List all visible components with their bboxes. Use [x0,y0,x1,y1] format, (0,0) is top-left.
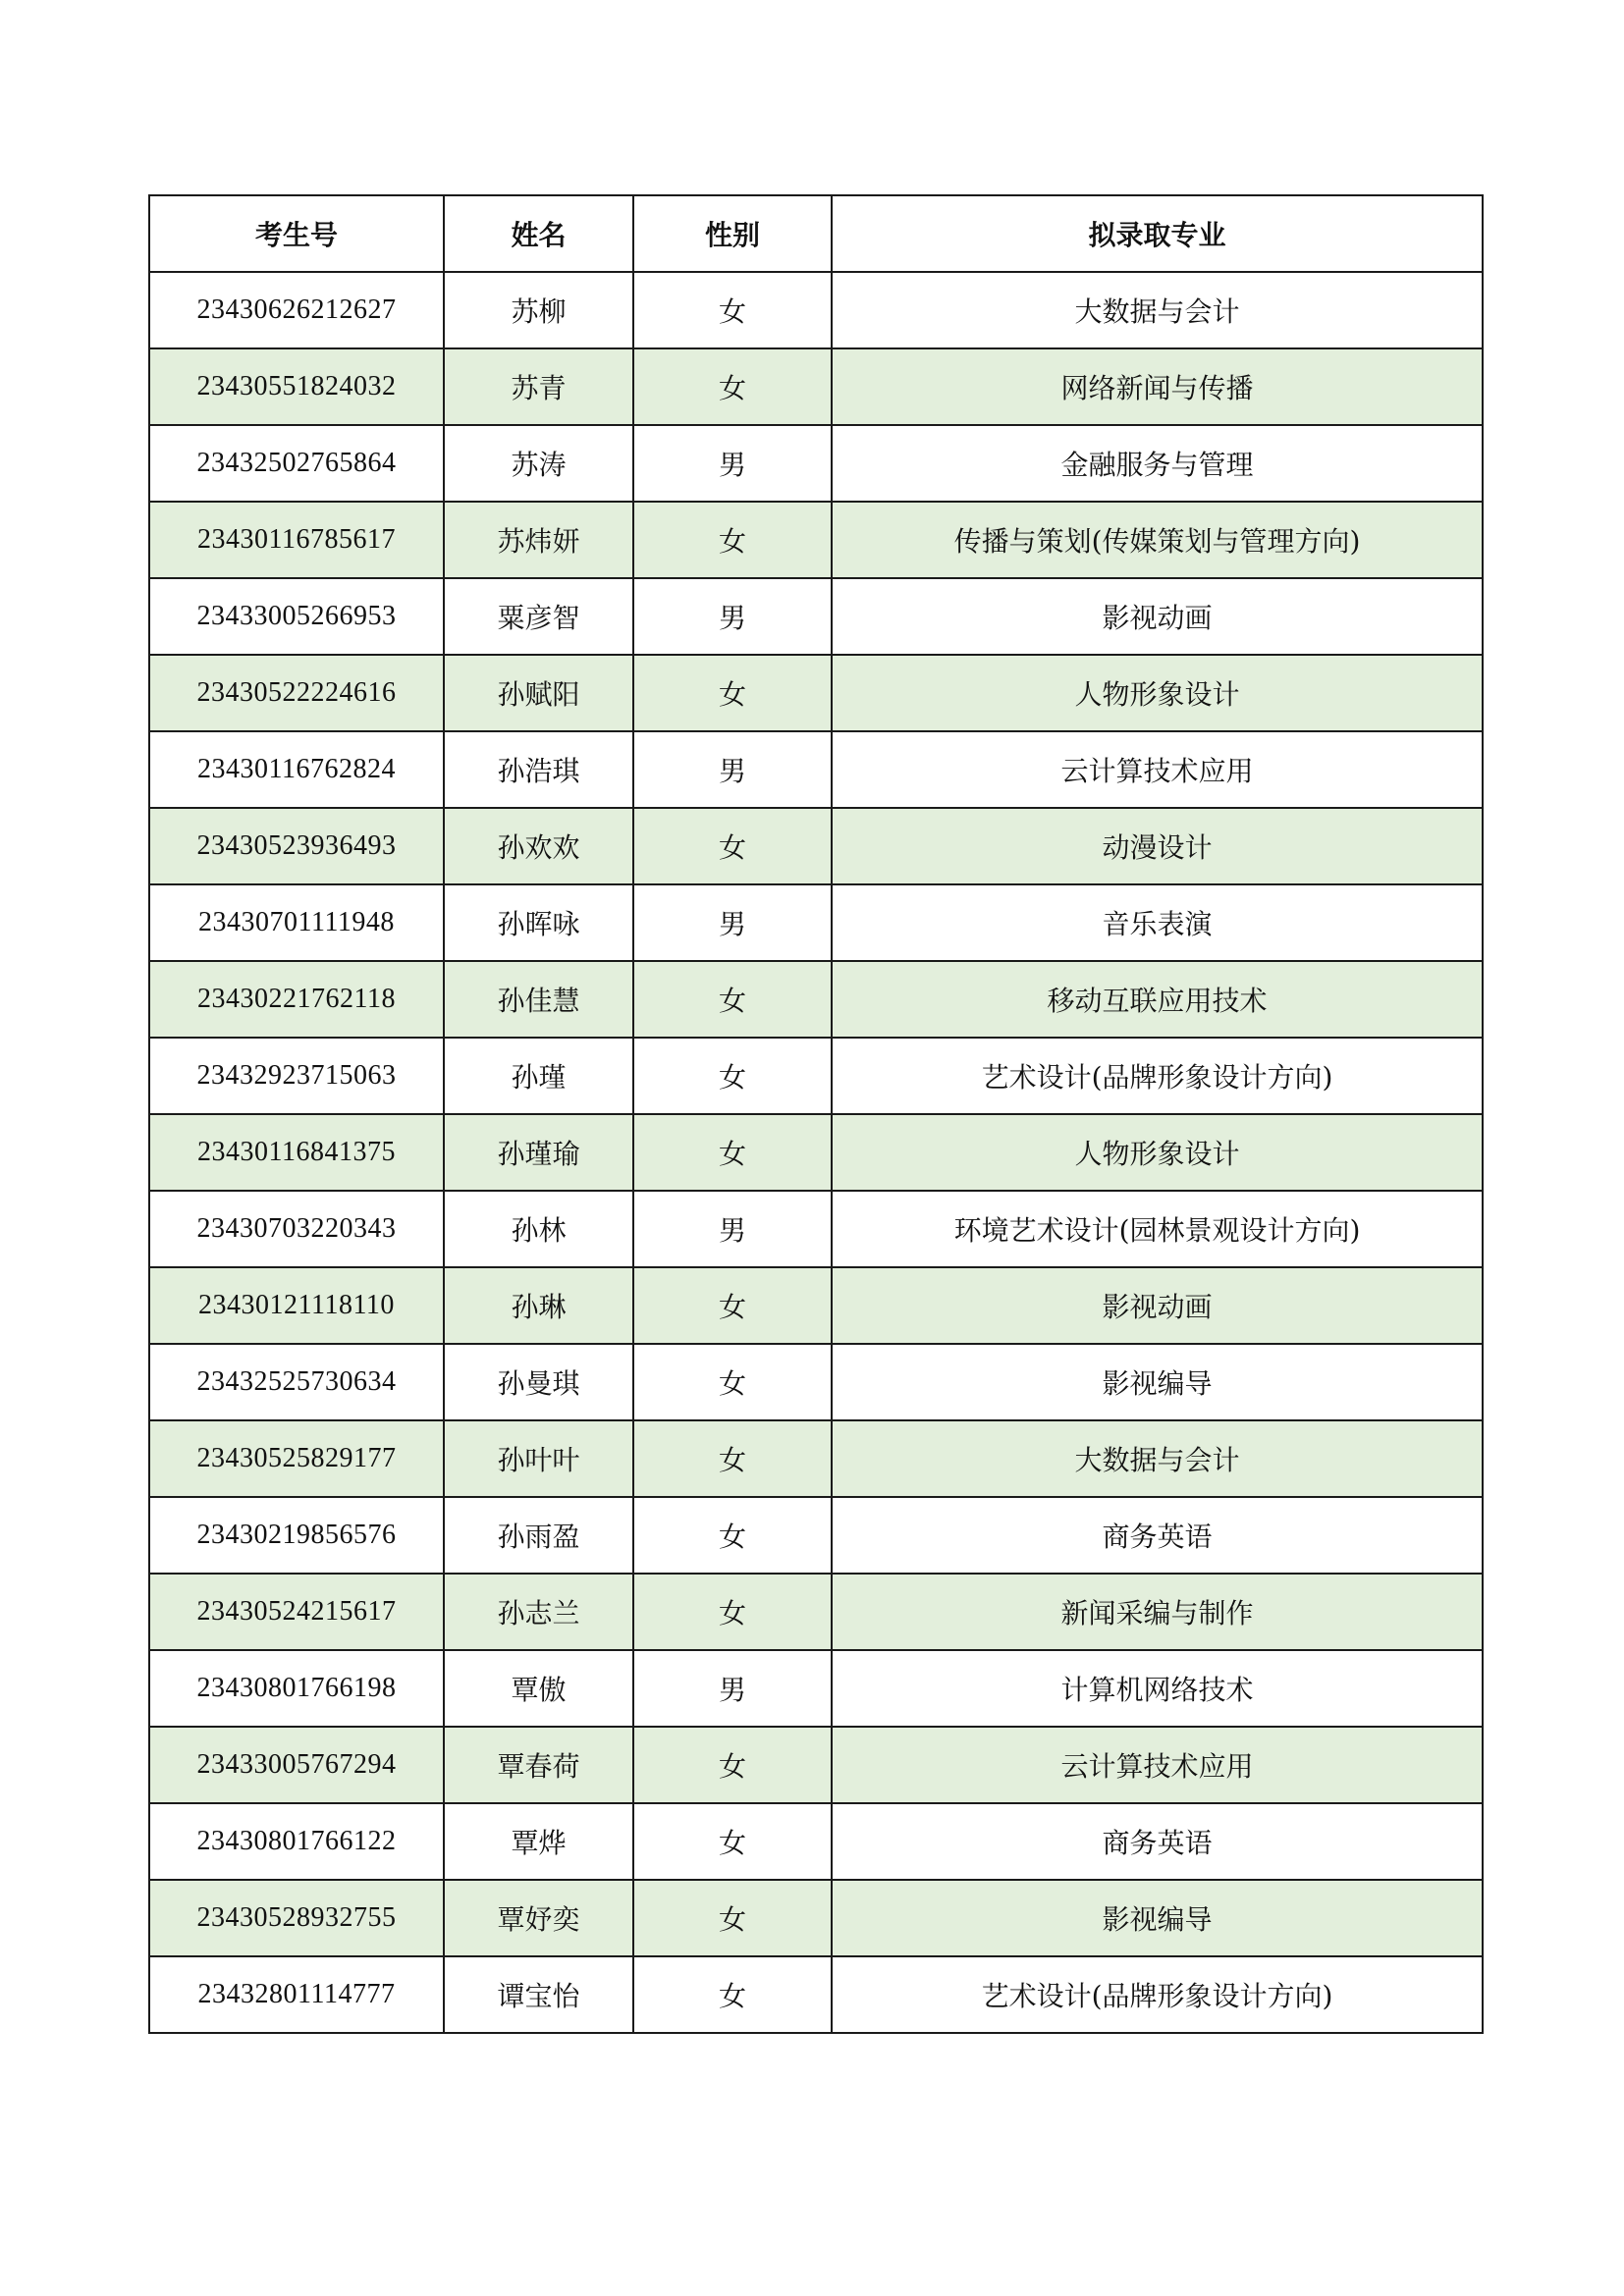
name-cell: 孙佳慧 [444,961,633,1038]
exam-number-cell: 23432923715063 [149,1038,444,1114]
gender-cell: 女 [633,1574,832,1650]
gender-cell: 女 [633,1344,832,1420]
major-cell: 动漫设计 [832,808,1483,884]
major-cell: 音乐表演 [832,884,1483,961]
name-cell: 苏青 [444,348,633,425]
table-header-row [149,195,1483,272]
name-cell: 孙瑾 [444,1038,633,1114]
major-cell: 金融服务与管理 [832,425,1483,502]
exam-number-cell: 23430121118110 [149,1267,444,1344]
major-cell: 云计算技术应用 [832,1727,1483,1803]
exam-number-cell: 23430116785617 [149,502,444,578]
major-cell: 网络新闻与传播 [832,348,1483,425]
header-major: 拟录取专业 [832,195,1483,272]
table-row [149,655,1483,731]
exam-number-cell: 23430703220343 [149,1191,444,1267]
exam-number-cell: 23430523936493 [149,808,444,884]
gender-cell: 女 [633,1803,832,1880]
gender-cell: 女 [633,1497,832,1574]
table-row [149,502,1483,578]
gender-cell: 男 [633,578,832,655]
name-cell: 苏柳 [444,272,633,348]
gender-cell: 女 [633,1420,832,1497]
gender-cell: 女 [633,1727,832,1803]
name-cell: 孙叶叶 [444,1420,633,1497]
gender-cell: 女 [633,1880,832,1956]
name-cell: 孙瑾瑜 [444,1114,633,1191]
exam-number-cell: 23430221762118 [149,961,444,1038]
table-row [149,1497,1483,1574]
exam-number-cell: 23430522224616 [149,655,444,731]
table-row [149,425,1483,502]
header-gender: 性别 [633,195,832,272]
major-cell: 大数据与会计 [832,272,1483,348]
table-row [149,1191,1483,1267]
gender-cell: 女 [633,1267,832,1344]
table-row [149,731,1483,808]
gender-cell: 女 [633,272,832,348]
name-cell: 孙曼琪 [444,1344,633,1420]
major-cell: 艺术设计(品牌形象设计方向) [832,1956,1483,2033]
name-cell: 孙琳 [444,1267,633,1344]
name-cell: 覃妤奕 [444,1880,633,1956]
table-body [149,272,1483,2033]
major-cell: 影视编导 [832,1880,1483,1956]
table-row [149,1267,1483,1344]
major-cell: 影视编导 [832,1344,1483,1420]
table-row [149,1344,1483,1420]
major-cell: 人物形象设计 [832,655,1483,731]
admission-table [148,194,1484,2034]
exam-number-cell: 23430626212627 [149,272,444,348]
exam-number-cell: 23430701111948 [149,884,444,961]
table-row [149,578,1483,655]
table-row [149,1114,1483,1191]
gender-cell: 女 [633,1114,832,1191]
exam-number-cell: 23430524215617 [149,1574,444,1650]
major-cell: 艺术设计(品牌形象设计方向) [832,1038,1483,1114]
major-cell: 云计算技术应用 [832,731,1483,808]
major-cell: 影视动画 [832,578,1483,655]
name-cell: 孙浩琪 [444,731,633,808]
exam-number-cell: 23430219856576 [149,1497,444,1574]
table-row [149,1956,1483,2033]
gender-cell: 男 [633,425,832,502]
exam-number-cell: 23432801114777 [149,1956,444,2033]
exam-number-cell: 23430801766198 [149,1650,444,1727]
name-cell: 粟彦智 [444,578,633,655]
table-row [149,1650,1483,1727]
major-cell: 人物形象设计 [832,1114,1483,1191]
exam-number-cell: 23430528932755 [149,1880,444,1956]
table-row [149,884,1483,961]
exam-number-cell: 23430801766122 [149,1803,444,1880]
table-row [149,1038,1483,1114]
exam-number-cell: 23430551824032 [149,348,444,425]
table-row [149,1420,1483,1497]
exam-number-cell: 23430525829177 [149,1420,444,1497]
major-cell: 传播与策划(传媒策划与管理方向) [832,502,1483,578]
exam-number-cell: 23432502765864 [149,425,444,502]
name-cell: 苏涛 [444,425,633,502]
name-cell: 孙欢欢 [444,808,633,884]
major-cell: 商务英语 [832,1803,1483,1880]
table-row [149,1880,1483,1956]
exam-number-cell: 23433005767294 [149,1727,444,1803]
name-cell: 谭宝怡 [444,1956,633,2033]
gender-cell: 男 [633,1650,832,1727]
major-cell: 大数据与会计 [832,1420,1483,1497]
gender-cell: 男 [633,1191,832,1267]
gender-cell: 女 [633,808,832,884]
name-cell: 覃烨 [444,1803,633,1880]
exam-number-cell: 23430116841375 [149,1114,444,1191]
table-row [149,1727,1483,1803]
gender-cell: 女 [633,655,832,731]
gender-cell: 男 [633,884,832,961]
header-name: 姓名 [444,195,633,272]
name-cell: 孙林 [444,1191,633,1267]
name-cell: 覃春荷 [444,1727,633,1803]
gender-cell: 女 [633,961,832,1038]
name-cell: 覃傲 [444,1650,633,1727]
major-cell: 新闻采编与制作 [832,1574,1483,1650]
name-cell: 孙晖咏 [444,884,633,961]
name-cell: 孙雨盈 [444,1497,633,1574]
exam-number-cell: 23430116762824 [149,731,444,808]
table-row [149,1574,1483,1650]
exam-number-cell: 23433005266953 [149,578,444,655]
table-row [149,961,1483,1038]
gender-cell: 女 [633,1956,832,2033]
name-cell: 孙志兰 [444,1574,633,1650]
major-cell: 移动互联应用技术 [832,961,1483,1038]
gender-cell: 女 [633,1038,832,1114]
table-row [149,272,1483,348]
name-cell: 苏炜妍 [444,502,633,578]
table-row [149,808,1483,884]
table-row [149,1803,1483,1880]
gender-cell: 女 [633,348,832,425]
major-cell: 商务英语 [832,1497,1483,1574]
table-row [149,348,1483,425]
name-cell: 孙赋阳 [444,655,633,731]
gender-cell: 女 [633,502,832,578]
gender-cell: 男 [633,731,832,808]
major-cell: 环境艺术设计(园林景观设计方向) [832,1191,1483,1267]
major-cell: 计算机网络技术 [832,1650,1483,1727]
header-exam-number: 考生号 [149,195,444,272]
exam-number-cell: 23432525730634 [149,1344,444,1420]
major-cell: 影视动画 [832,1267,1483,1344]
